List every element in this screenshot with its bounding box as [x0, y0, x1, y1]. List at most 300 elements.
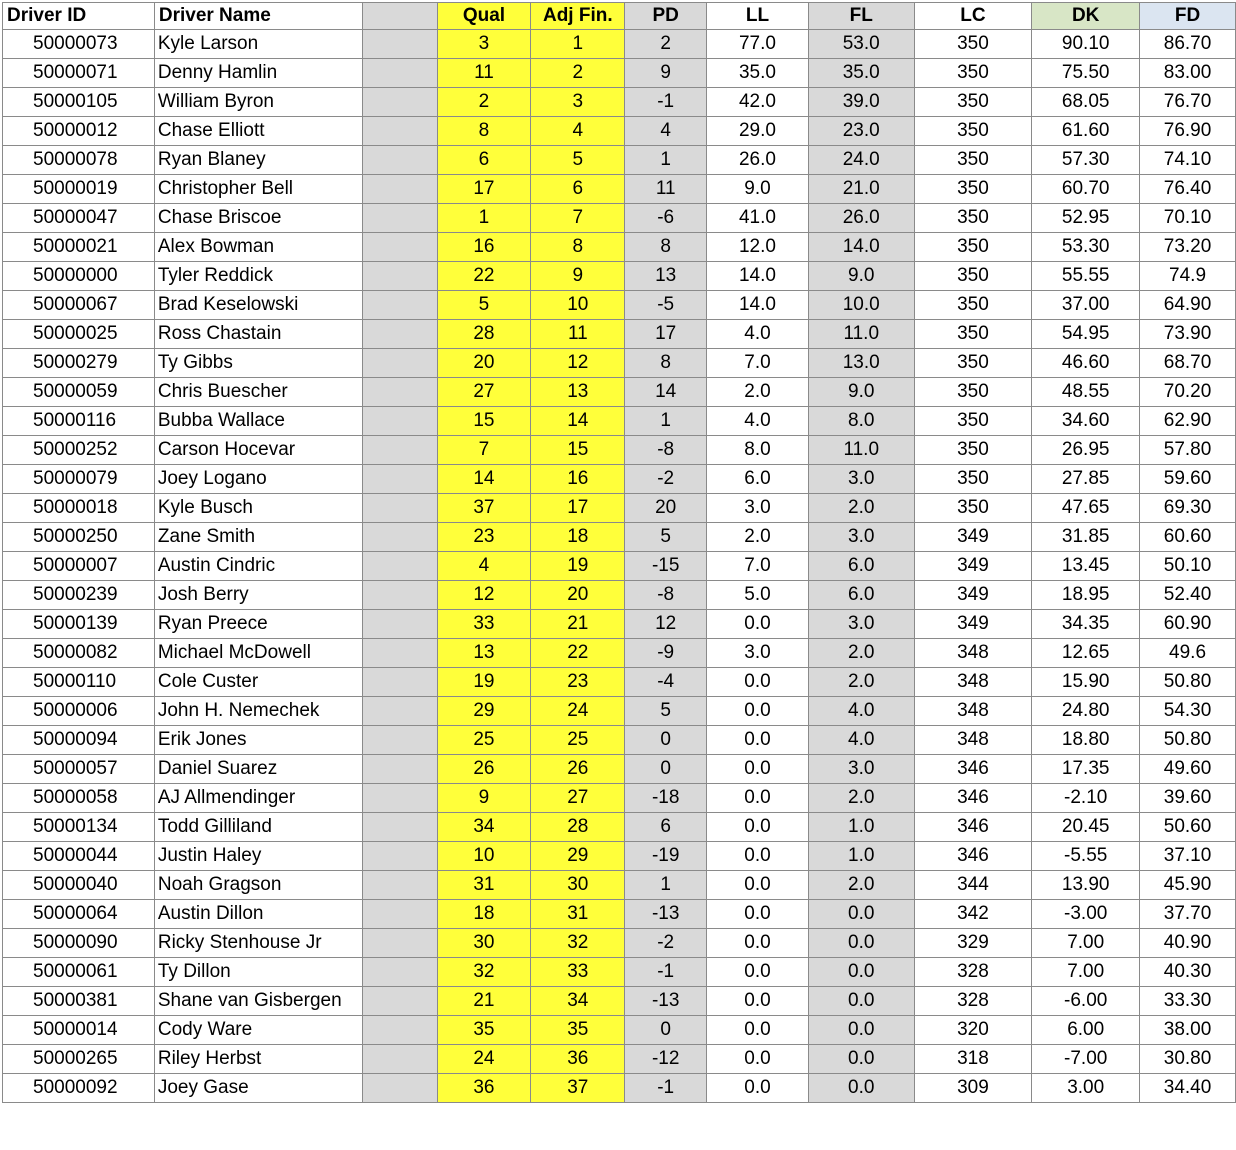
cell-qual[interactable]: 6 — [437, 146, 531, 175]
cell-qual[interactable]: 24 — [437, 1045, 531, 1074]
cell-ll[interactable]: 12.0 — [707, 233, 809, 262]
cell-fl[interactable]: 1.0 — [808, 813, 914, 842]
cell-ll[interactable]: 0.0 — [707, 726, 809, 755]
cell-driver-id[interactable]: 50000040 — [3, 871, 155, 900]
cell-qual[interactable]: 34 — [437, 813, 531, 842]
cell-lc[interactable]: 328 — [914, 958, 1032, 987]
cell-fl[interactable]: 2.0 — [808, 871, 914, 900]
cell-qual[interactable]: 5 — [437, 291, 531, 320]
cell-fd[interactable]: 62.90 — [1140, 407, 1236, 436]
cell-driver-id[interactable]: 50000116 — [3, 407, 155, 436]
cell-driver-name[interactable]: Noah Gragson — [154, 871, 362, 900]
cell-fd[interactable]: 60.90 — [1140, 610, 1236, 639]
cell-blank[interactable] — [362, 465, 437, 494]
cell-fd[interactable]: 76.90 — [1140, 117, 1236, 146]
cell-driver-name[interactable]: William Byron — [154, 88, 362, 117]
cell-ll[interactable]: 35.0 — [707, 59, 809, 88]
cell-lc[interactable]: 350 — [914, 175, 1032, 204]
cell-driver-id[interactable]: 50000007 — [3, 552, 155, 581]
cell-fl[interactable]: 13.0 — [808, 349, 914, 378]
cell-ll[interactable]: 3.0 — [707, 639, 809, 668]
cell-adj-fin[interactable]: 25 — [531, 726, 625, 755]
cell-qual[interactable]: 29 — [437, 697, 531, 726]
cell-adj-fin[interactable]: 17 — [531, 494, 625, 523]
cell-dk[interactable]: 53.30 — [1032, 233, 1140, 262]
cell-lc[interactable]: 342 — [914, 900, 1032, 929]
cell-fl[interactable]: 8.0 — [808, 407, 914, 436]
cell-driver-name[interactable]: Alex Bowman — [154, 233, 362, 262]
cell-ll[interactable]: 0.0 — [707, 697, 809, 726]
cell-qual[interactable]: 36 — [437, 1074, 531, 1103]
cell-driver-id[interactable]: 50000044 — [3, 842, 155, 871]
cell-driver-id[interactable]: 50000047 — [3, 204, 155, 233]
cell-fd[interactable]: 37.10 — [1140, 842, 1236, 871]
cell-fd[interactable]: 45.90 — [1140, 871, 1236, 900]
cell-pd[interactable]: 17 — [625, 320, 707, 349]
cell-fl[interactable]: 24.0 — [808, 146, 914, 175]
cell-blank[interactable] — [362, 958, 437, 987]
header-pd[interactable]: PD — [625, 3, 707, 30]
cell-lc[interactable]: 348 — [914, 697, 1032, 726]
cell-lc[interactable]: 320 — [914, 1016, 1032, 1045]
cell-lc[interactable]: 349 — [914, 610, 1032, 639]
cell-blank[interactable] — [362, 233, 437, 262]
cell-pd[interactable]: 2 — [625, 30, 707, 59]
cell-dk[interactable]: 48.55 — [1032, 378, 1140, 407]
cell-driver-name[interactable]: Todd Gilliland — [154, 813, 362, 842]
cell-ll[interactable]: 42.0 — [707, 88, 809, 117]
cell-qual[interactable]: 10 — [437, 842, 531, 871]
cell-blank[interactable] — [362, 320, 437, 349]
cell-driver-id[interactable]: 50000012 — [3, 117, 155, 146]
cell-driver-id[interactable]: 50000239 — [3, 581, 155, 610]
cell-fl[interactable]: 23.0 — [808, 117, 914, 146]
cell-adj-fin[interactable]: 19 — [531, 552, 625, 581]
cell-pd[interactable]: 11 — [625, 175, 707, 204]
cell-pd[interactable]: 14 — [625, 378, 707, 407]
cell-blank[interactable] — [362, 581, 437, 610]
cell-driver-name[interactable]: Ricky Stenhouse Jr — [154, 929, 362, 958]
cell-fd[interactable]: 83.00 — [1140, 59, 1236, 88]
cell-pd[interactable]: 12 — [625, 610, 707, 639]
cell-blank[interactable] — [362, 987, 437, 1016]
cell-pd[interactable]: -13 — [625, 987, 707, 1016]
cell-fd[interactable]: 37.70 — [1140, 900, 1236, 929]
cell-lc[interactable]: 350 — [914, 262, 1032, 291]
cell-dk[interactable]: 7.00 — [1032, 958, 1140, 987]
cell-blank[interactable] — [362, 262, 437, 291]
cell-ll[interactable]: 6.0 — [707, 465, 809, 494]
cell-qual[interactable]: 11 — [437, 59, 531, 88]
cell-qual[interactable]: 20 — [437, 349, 531, 378]
cell-driver-name[interactable]: Michael McDowell — [154, 639, 362, 668]
cell-driver-id[interactable]: 50000025 — [3, 320, 155, 349]
cell-fd[interactable]: 74.9 — [1140, 262, 1236, 291]
cell-fl[interactable]: 14.0 — [808, 233, 914, 262]
cell-adj-fin[interactable]: 6 — [531, 175, 625, 204]
header-driver-id[interactable]: Driver ID — [3, 3, 155, 30]
cell-driver-id[interactable]: 50000006 — [3, 697, 155, 726]
cell-adj-fin[interactable]: 29 — [531, 842, 625, 871]
cell-lc[interactable]: 318 — [914, 1045, 1032, 1074]
cell-fd[interactable]: 34.40 — [1140, 1074, 1236, 1103]
cell-fd[interactable]: 76.70 — [1140, 88, 1236, 117]
cell-blank[interactable] — [362, 1045, 437, 1074]
cell-lc[interactable]: 328 — [914, 987, 1032, 1016]
cell-qual[interactable]: 22 — [437, 262, 531, 291]
cell-dk[interactable]: 57.30 — [1032, 146, 1140, 175]
cell-adj-fin[interactable]: 11 — [531, 320, 625, 349]
cell-fl[interactable]: 21.0 — [808, 175, 914, 204]
cell-adj-fin[interactable]: 20 — [531, 581, 625, 610]
cell-blank[interactable] — [362, 900, 437, 929]
cell-blank[interactable] — [362, 146, 437, 175]
cell-qual[interactable]: 1 — [437, 204, 531, 233]
cell-lc[interactable]: 350 — [914, 204, 1032, 233]
cell-lc[interactable]: 349 — [914, 523, 1032, 552]
cell-driver-name[interactable]: Joey Gase — [154, 1074, 362, 1103]
cell-dk[interactable]: 13.90 — [1032, 871, 1140, 900]
cell-fl[interactable]: 11.0 — [808, 320, 914, 349]
cell-ll[interactable]: 0.0 — [707, 1045, 809, 1074]
cell-dk[interactable]: 3.00 — [1032, 1074, 1140, 1103]
cell-adj-fin[interactable]: 16 — [531, 465, 625, 494]
cell-pd[interactable]: 9 — [625, 59, 707, 88]
cell-adj-fin[interactable]: 22 — [531, 639, 625, 668]
cell-blank[interactable] — [362, 349, 437, 378]
cell-pd[interactable]: -8 — [625, 581, 707, 610]
cell-pd[interactable]: 1 — [625, 871, 707, 900]
cell-adj-fin[interactable]: 27 — [531, 784, 625, 813]
cell-lc[interactable]: 309 — [914, 1074, 1032, 1103]
cell-lc[interactable]: 350 — [914, 146, 1032, 175]
cell-ll[interactable]: 4.0 — [707, 320, 809, 349]
cell-fd[interactable]: 70.20 — [1140, 378, 1236, 407]
cell-driver-name[interactable]: Ross Chastain — [154, 320, 362, 349]
cell-fd[interactable]: 30.80 — [1140, 1045, 1236, 1074]
cell-driver-name[interactable]: Justin Haley — [154, 842, 362, 871]
cell-fl[interactable]: 53.0 — [808, 30, 914, 59]
cell-driver-id[interactable]: 50000139 — [3, 610, 155, 639]
cell-lc[interactable]: 348 — [914, 726, 1032, 755]
cell-fl[interactable]: 3.0 — [808, 465, 914, 494]
cell-driver-name[interactable]: Bubba Wallace — [154, 407, 362, 436]
cell-driver-name[interactable]: Shane van Gisbergen — [154, 987, 362, 1016]
cell-driver-id[interactable]: 50000057 — [3, 755, 155, 784]
cell-driver-name[interactable]: Brad Keselowski — [154, 291, 362, 320]
cell-dk[interactable]: 61.60 — [1032, 117, 1140, 146]
cell-adj-fin[interactable]: 36 — [531, 1045, 625, 1074]
cell-dk[interactable]: -5.55 — [1032, 842, 1140, 871]
cell-driver-id[interactable]: 50000265 — [3, 1045, 155, 1074]
cell-driver-name[interactable]: Zane Smith — [154, 523, 362, 552]
cell-pd[interactable]: -19 — [625, 842, 707, 871]
cell-driver-name[interactable]: Kyle Busch — [154, 494, 362, 523]
cell-fd[interactable]: 50.10 — [1140, 552, 1236, 581]
cell-pd[interactable]: 6 — [625, 813, 707, 842]
cell-qual[interactable]: 9 — [437, 784, 531, 813]
cell-lc[interactable]: 350 — [914, 407, 1032, 436]
cell-dk[interactable]: 46.60 — [1032, 349, 1140, 378]
cell-adj-fin[interactable]: 9 — [531, 262, 625, 291]
cell-adj-fin[interactable]: 37 — [531, 1074, 625, 1103]
cell-lc[interactable]: 346 — [914, 842, 1032, 871]
cell-fl[interactable]: 26.0 — [808, 204, 914, 233]
cell-driver-id[interactable]: 50000110 — [3, 668, 155, 697]
cell-fl[interactable]: 3.0 — [808, 755, 914, 784]
cell-dk[interactable]: 18.95 — [1032, 581, 1140, 610]
cell-dk[interactable]: 75.50 — [1032, 59, 1140, 88]
cell-qual[interactable]: 3 — [437, 30, 531, 59]
cell-ll[interactable]: 77.0 — [707, 30, 809, 59]
cell-ll[interactable]: 14.0 — [707, 262, 809, 291]
cell-lc[interactable]: 348 — [914, 668, 1032, 697]
cell-driver-id[interactable]: 50000250 — [3, 523, 155, 552]
cell-blank[interactable] — [362, 291, 437, 320]
cell-ll[interactable]: 0.0 — [707, 784, 809, 813]
cell-fl[interactable]: 0.0 — [808, 987, 914, 1016]
cell-adj-fin[interactable]: 24 — [531, 697, 625, 726]
cell-pd[interactable]: 13 — [625, 262, 707, 291]
cell-pd[interactable]: -12 — [625, 1045, 707, 1074]
cell-ll[interactable]: 0.0 — [707, 813, 809, 842]
cell-blank[interactable] — [362, 204, 437, 233]
cell-fl[interactable]: 35.0 — [808, 59, 914, 88]
cell-fd[interactable]: 59.60 — [1140, 465, 1236, 494]
cell-pd[interactable]: 1 — [625, 146, 707, 175]
cell-blank[interactable] — [362, 117, 437, 146]
cell-ll[interactable]: 0.0 — [707, 900, 809, 929]
cell-ll[interactable]: 5.0 — [707, 581, 809, 610]
cell-ll[interactable]: 29.0 — [707, 117, 809, 146]
cell-driver-name[interactable]: Erik Jones — [154, 726, 362, 755]
cell-fd[interactable]: 38.00 — [1140, 1016, 1236, 1045]
cell-qual[interactable]: 14 — [437, 465, 531, 494]
cell-fl[interactable]: 2.0 — [808, 639, 914, 668]
cell-driver-id[interactable]: 50000019 — [3, 175, 155, 204]
cell-ll[interactable]: 2.0 — [707, 378, 809, 407]
cell-adj-fin[interactable]: 10 — [531, 291, 625, 320]
header-lc[interactable]: LC — [914, 3, 1032, 30]
cell-ll[interactable]: 3.0 — [707, 494, 809, 523]
cell-dk[interactable]: 52.95 — [1032, 204, 1140, 233]
cell-pd[interactable]: -15 — [625, 552, 707, 581]
cell-pd[interactable]: -9 — [625, 639, 707, 668]
cell-qual[interactable]: 19 — [437, 668, 531, 697]
cell-fd[interactable]: 60.60 — [1140, 523, 1236, 552]
cell-pd[interactable]: -4 — [625, 668, 707, 697]
cell-lc[interactable]: 350 — [914, 320, 1032, 349]
cell-blank[interactable] — [362, 813, 437, 842]
cell-driver-id[interactable]: 50000014 — [3, 1016, 155, 1045]
cell-qual[interactable]: 27 — [437, 378, 531, 407]
cell-dk[interactable]: 34.60 — [1032, 407, 1140, 436]
cell-driver-id[interactable]: 50000067 — [3, 291, 155, 320]
cell-fl[interactable]: 39.0 — [808, 88, 914, 117]
cell-driver-id[interactable]: 50000059 — [3, 378, 155, 407]
cell-driver-id[interactable]: 50000073 — [3, 30, 155, 59]
cell-lc[interactable]: 350 — [914, 436, 1032, 465]
cell-driver-id[interactable]: 50000064 — [3, 900, 155, 929]
cell-qual[interactable]: 25 — [437, 726, 531, 755]
cell-driver-id[interactable]: 50000018 — [3, 494, 155, 523]
cell-blank[interactable] — [362, 1016, 437, 1045]
cell-fd[interactable]: 49.6 — [1140, 639, 1236, 668]
cell-qual[interactable]: 15 — [437, 407, 531, 436]
cell-pd[interactable]: 0 — [625, 755, 707, 784]
cell-driver-name[interactable]: Ryan Blaney — [154, 146, 362, 175]
header-qual[interactable]: Qual — [437, 3, 531, 30]
cell-qual[interactable]: 18 — [437, 900, 531, 929]
cell-adj-fin[interactable]: 1 — [531, 30, 625, 59]
cell-lc[interactable]: 350 — [914, 291, 1032, 320]
cell-fl[interactable]: 6.0 — [808, 581, 914, 610]
cell-pd[interactable]: 4 — [625, 117, 707, 146]
cell-driver-name[interactable]: AJ Allmendinger — [154, 784, 362, 813]
cell-driver-id[interactable]: 50000061 — [3, 958, 155, 987]
cell-fl[interactable]: 3.0 — [808, 523, 914, 552]
cell-qual[interactable]: 16 — [437, 233, 531, 262]
cell-blank[interactable] — [362, 871, 437, 900]
cell-dk[interactable]: 68.05 — [1032, 88, 1140, 117]
cell-adj-fin[interactable]: 5 — [531, 146, 625, 175]
cell-driver-id[interactable]: 50000094 — [3, 726, 155, 755]
cell-driver-name[interactable]: Chase Briscoe — [154, 204, 362, 233]
cell-pd[interactable]: 0 — [625, 1016, 707, 1045]
cell-fd[interactable]: 74.10 — [1140, 146, 1236, 175]
cell-driver-id[interactable]: 50000082 — [3, 639, 155, 668]
cell-driver-name[interactable]: Chase Elliott — [154, 117, 362, 146]
cell-dk[interactable]: 13.45 — [1032, 552, 1140, 581]
cell-driver-name[interactable]: Tyler Reddick — [154, 262, 362, 291]
cell-lc[interactable]: 348 — [914, 639, 1032, 668]
cell-blank[interactable] — [362, 523, 437, 552]
cell-dk[interactable]: -2.10 — [1032, 784, 1140, 813]
cell-dk[interactable]: 54.95 — [1032, 320, 1140, 349]
cell-adj-fin[interactable]: 3 — [531, 88, 625, 117]
cell-driver-id[interactable]: 50000078 — [3, 146, 155, 175]
cell-fd[interactable]: 86.70 — [1140, 30, 1236, 59]
cell-ll[interactable]: 4.0 — [707, 407, 809, 436]
cell-adj-fin[interactable]: 13 — [531, 378, 625, 407]
header-dk[interactable]: DK — [1032, 3, 1140, 30]
cell-blank[interactable] — [362, 784, 437, 813]
cell-adj-fin[interactable]: 30 — [531, 871, 625, 900]
cell-lc[interactable]: 350 — [914, 233, 1032, 262]
cell-fd[interactable]: 33.30 — [1140, 987, 1236, 1016]
cell-dk[interactable]: 7.00 — [1032, 929, 1140, 958]
cell-adj-fin[interactable]: 28 — [531, 813, 625, 842]
cell-fl[interactable]: 0.0 — [808, 900, 914, 929]
cell-adj-fin[interactable]: 32 — [531, 929, 625, 958]
cell-pd[interactable]: 5 — [625, 697, 707, 726]
cell-fl[interactable]: 9.0 — [808, 262, 914, 291]
cell-pd[interactable]: -2 — [625, 465, 707, 494]
cell-qual[interactable]: 35 — [437, 1016, 531, 1045]
cell-driver-id[interactable]: 50000381 — [3, 987, 155, 1016]
cell-pd[interactable]: 8 — [625, 349, 707, 378]
cell-pd[interactable]: -2 — [625, 929, 707, 958]
cell-driver-name[interactable]: Chris Buescher — [154, 378, 362, 407]
cell-dk[interactable]: 60.70 — [1032, 175, 1140, 204]
cell-fl[interactable]: 2.0 — [808, 668, 914, 697]
cell-qual[interactable]: 2 — [437, 88, 531, 117]
cell-pd[interactable]: 1 — [625, 407, 707, 436]
cell-ll[interactable]: 0.0 — [707, 871, 809, 900]
cell-lc[interactable]: 350 — [914, 494, 1032, 523]
cell-fd[interactable]: 50.60 — [1140, 813, 1236, 842]
cell-blank[interactable] — [362, 639, 437, 668]
cell-driver-id[interactable]: 50000252 — [3, 436, 155, 465]
cell-fl[interactable]: 0.0 — [808, 1045, 914, 1074]
cell-fl[interactable]: 0.0 — [808, 958, 914, 987]
cell-pd[interactable]: -6 — [625, 204, 707, 233]
cell-ll[interactable]: 0.0 — [707, 610, 809, 639]
cell-qual[interactable]: 4 — [437, 552, 531, 581]
cell-fd[interactable]: 50.80 — [1140, 668, 1236, 697]
cell-qual[interactable]: 28 — [437, 320, 531, 349]
header-adj-fin[interactable]: Adj Fin. — [531, 3, 625, 30]
cell-driver-id[interactable]: 50000092 — [3, 1074, 155, 1103]
cell-blank[interactable] — [362, 175, 437, 204]
cell-dk[interactable]: 47.65 — [1032, 494, 1140, 523]
cell-fl[interactable]: 4.0 — [808, 726, 914, 755]
cell-lc[interactable]: 346 — [914, 784, 1032, 813]
cell-fd[interactable]: 49.60 — [1140, 755, 1236, 784]
cell-qual[interactable]: 37 — [437, 494, 531, 523]
cell-fl[interactable]: 0.0 — [808, 1074, 914, 1103]
cell-driver-name[interactable]: Cole Custer — [154, 668, 362, 697]
cell-dk[interactable]: 12.65 — [1032, 639, 1140, 668]
cell-blank[interactable] — [362, 59, 437, 88]
cell-adj-fin[interactable]: 34 — [531, 987, 625, 1016]
cell-dk[interactable]: 15.90 — [1032, 668, 1140, 697]
cell-driver-id[interactable]: 50000021 — [3, 233, 155, 262]
cell-ll[interactable]: 41.0 — [707, 204, 809, 233]
cell-ll[interactable]: 7.0 — [707, 552, 809, 581]
cell-pd[interactable]: -13 — [625, 900, 707, 929]
cell-fl[interactable]: 9.0 — [808, 378, 914, 407]
cell-ll[interactable]: 7.0 — [707, 349, 809, 378]
cell-ll[interactable]: 0.0 — [707, 987, 809, 1016]
cell-driver-name[interactable]: Christopher Bell — [154, 175, 362, 204]
cell-lc[interactable]: 350 — [914, 88, 1032, 117]
cell-adj-fin[interactable]: 7 — [531, 204, 625, 233]
cell-lc[interactable]: 350 — [914, 30, 1032, 59]
cell-adj-fin[interactable]: 18 — [531, 523, 625, 552]
cell-driver-name[interactable]: Riley Herbst — [154, 1045, 362, 1074]
cell-fl[interactable]: 0.0 — [808, 929, 914, 958]
cell-blank[interactable] — [362, 697, 437, 726]
cell-fl[interactable]: 2.0 — [808, 494, 914, 523]
cell-pd[interactable]: 5 — [625, 523, 707, 552]
cell-pd[interactable]: 20 — [625, 494, 707, 523]
cell-dk[interactable]: 20.45 — [1032, 813, 1140, 842]
cell-dk[interactable]: 6.00 — [1032, 1016, 1140, 1045]
cell-fd[interactable]: 57.80 — [1140, 436, 1236, 465]
cell-adj-fin[interactable]: 21 — [531, 610, 625, 639]
cell-blank[interactable] — [362, 842, 437, 871]
cell-lc[interactable]: 350 — [914, 378, 1032, 407]
cell-qual[interactable]: 30 — [437, 929, 531, 958]
cell-blank[interactable] — [362, 436, 437, 465]
cell-adj-fin[interactable]: 4 — [531, 117, 625, 146]
cell-dk[interactable]: 26.95 — [1032, 436, 1140, 465]
cell-dk[interactable]: 27.85 — [1032, 465, 1140, 494]
cell-driver-name[interactable]: Kyle Larson — [154, 30, 362, 59]
cell-ll[interactable]: 0.0 — [707, 755, 809, 784]
cell-lc[interactable]: 350 — [914, 465, 1032, 494]
